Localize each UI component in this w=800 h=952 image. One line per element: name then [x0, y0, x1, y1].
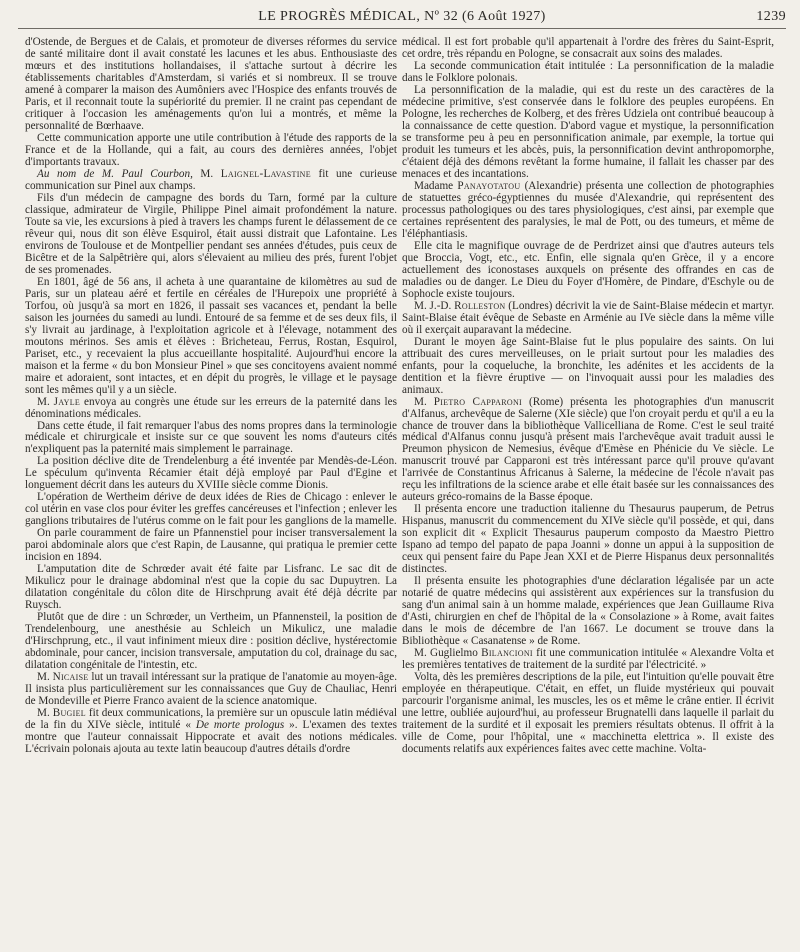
author-name: Pietro Capparoni — [433, 395, 522, 408]
text-run: fit deux communications, la première sur un opuscule latin médiéval de la fin du XIVe siècle, intitulé « — [25, 707, 398, 732]
paragraph: Durant le moyen âge Saint-Blaise fut le plus populaire des saints. On lui attribuait des cures merveilleuses, on le priait surtout pour les maladies des enfants, pour la coqueluche, la bronchite, les adénites et les accidents de la dentition et la fièvre éruptive — on l'invoquait aussi pour les maladies des animaux. — [402, 335, 774, 396]
text-run: M. — [414, 395, 434, 408]
author-name: Panayotatou — [457, 179, 521, 192]
paragraph: Cette communication apporte une utile contribution à l'étude des rapports de la France et de la Hollande, qui a fait, au cours des dernières années, l'objet d'importants travaux. — [25, 131, 397, 168]
author-name: Rolleston — [454, 299, 506, 312]
paragraph: Plutôt que de dire : un Schrœder, un Vertheim, un Pfannensteil, la position de Trendelenbourg, une anesthésie au Schleich un Mikulicz, une maladie d'Hirschprung, etc., il vaut infiniment mieux dire : position déclive, hystérectomie abdominale, pour cancer, incision transversale, amputation du col, drainage du sac, dilatation congénitale de l'intestin, etc. — [25, 611, 397, 672]
paragraph — [402, 647, 774, 671]
author-name: Bugiel — [52, 707, 86, 720]
paragraph — [25, 671, 397, 707]
text-run: (Londres) décrivit la vie de Saint-Blaise médecin et martyr. Saint-Blaise était évêque de Sebaste en Arménie au IVe siècle dans la même ville où il exerçait auparavant la médecine. — [402, 299, 774, 336]
paragraph: On parle couramment de faire un Pfannenstiel pour inciser transversalement la paroi abdominale alors que c'est Rapin, de Lausanne, qui pratiqua le premier cette incision en 1894. — [25, 527, 397, 564]
paragraph: L'opération de Wertheim dérive de deux idées de Ries de Chicago : enlever le col utérin en vase clos pour éviter les greffes cancéreuses et l'infection ; enlever les ganglions tributaires de l'utérus comme on le fait pour les ganglions de la mamelle. — [25, 491, 397, 528]
paragraph: Elle cita le magnifique ouvrage de de Perdrizet ainsi que d'autres auteurs tels que Broccia, Vogt, etc., etc. Enfin, elle signala qu'en Grèce, il y a encore actuellement des iconostases auxquels on présente des offrandes en cas de maladies ou de danger. Le Dieu du Foyer d'Homère, de Pindare, d'Eschyle ou de Sophocle existe toujours. — [402, 239, 774, 300]
paragraph — [402, 300, 774, 336]
paragraph — [402, 180, 774, 240]
paragraph: La seconde communication était intitulée : La personnification de la maladie dans le Folklore polonais. — [402, 59, 774, 84]
running-header — [18, 6, 786, 29]
text-run: ». L'examen des textes montre que l'auteur connaissait Hippocrate et avait des notions médicales. L'écrivain polonais ajouta au texte latin beaucoup d'autres détails d'ordre — [25, 719, 397, 756]
text-run: M. Guglielmo — [414, 647, 482, 660]
author-name: Nicaise — [52, 671, 89, 684]
text-run: (Rome) présenta les photographies d'un manuscrit d'Alfanus, archevêque de Salerne (XIe siècle) que l'on croyait perdu et qu'il a eu la chance de trouver dans la bibliothèque Vallicelliana de Rome. C'est le seul traité médical d'Alfanus connu jusqu'à présent mais l'archevêque avait traduit aussi le Preumon physicon de Nemesius, évêque d'Emèse en Phénicie du Ve siècle. Le manuscrit trouvé par Capparoni est très intéressant parce qu'il prouve qu'avant l'arrivée de Constantinus Africanus à Salerne, la médecine de l'école n'avait pas reçu les infiltrations de la science arabe et elle était basée sur les connaissances des auteurs gréco-romains de la Basse époque. — [402, 395, 774, 504]
paragraph — [25, 168, 397, 192]
paragraph: d'Ostende, de Bergues et de Calais, et promoteur de diverses réformes du service de santé militaire dont il avait constaté les lacunes et les abus. Enthousiaste des mœurs et des institutions hollandaises, il s'attache surtout à décrire les établissements charitables d'Amsterdam, si variés et si nombreux. Il se trouve amené à comparer la maison des Aumôniers avec l'Hospice des enfants trouvés de Paris, et il reconnait toute la supériorité du premier. Il ne craint pas cependant de critiquer à l'occasion les aménagements qu'on lui a montrés, et même la personnalité de Bœrhaave. — [25, 36, 397, 132]
paragraph: Fils d'un médecin de campagne des bords du Tarn, formé par la culture classique, admirateur de Virgile, Philippe Pinel aimait profondément la nature. Toute sa vie, les excursions à pied à travers les champs furent le délassement de ce rêveur qui, nous dit son élève Esquirol, était aussi distrait que Lafontaine. Les environs de Toulouse et de Montpellier pendant ses années d'études, puis ceux de Bicêtre et de la Salpêtrière qui, alors s'élevaient au milieu des prés, furent l'objet de ses promenades. — [25, 191, 397, 276]
paragraph: En 1801, âgé de 56 ans, il acheta à une quarantaine de kilomètres au sud de Paris, sur un plateau aéré et fertile en céréales de l'Hurepoix une propriété à Torfou, où jusqu'à sa mort en 1826, il passait ses vacances et, pendant la belle saison les journées du samedi au lundi. Entouré de sa femme et de ses deux fils, il s'y livrait au jardinage, à l'exploitation agricole et à l'élevage, notamment des moutons mérinos. Ses amis et élèves : Bricheteau, Ferrus, Rostan, Esquirol, Pariset, etc., y recevaient la plus accueillante hospitalité. Aujourd'hui encore la maison et la ferme « du bon Monsieur Pinel » que ses concitoyens avaient nommé maire et adoraient, sont intactes, et en dépit du progrès, le village et le paysage sont les mêmes qu'il y a un siècle. — [25, 275, 397, 396]
journal-title: LE PROGRÈS MÉDICAL, Nº 32 (6 Août 1927) — [258, 9, 546, 24]
text-run: M. — [37, 671, 53, 684]
text-run: envoya au congrès une étude sur les erreurs de la paternité dans les dénominations médicales. — [25, 395, 397, 420]
paragraph: La personnification de la maladie, qui est du reste un des caractères de la médecine primitive, s'est conservée dans le folklore des peuples européens. En Pologne, les recherches de Kolberg, et des frères Udziela ont contribué beaucoup à la connaissance de cette question. D'abord vague et mystique, la personnification se transforme peu à peu en personnification animale, par exemple, la tortue qui produit les tumeurs et les abcès, puis, la personnification devint anthropomorphe, c'étaient déjà des démons revêtant la forme humaine, il fallait les chasser par des menaces et des incantations. — [402, 83, 774, 180]
paragraph: Il présenta encore une traduction italienne du Thesaurus pauperum, de Petrus Hispanus, manuscrit du commencement du XIVe siècle qu'il possède, et qui, dans son explicit dit « Explicit Thesaurus pauperum composto da Maestro Piettro Ispano ad tempo del papato de papa Joanni » donne un appui à la supposition de ceux qui pensent faire du Pape Jean XXI et de Pierre Hispanus deux personnalités distinctes. — [402, 503, 774, 576]
paragraph: L'amputation dite de Schrœder avait été faite par Lisfranc. Le sac dit de Mikulicz pour le drainage abdominal n'est que la copie du sac Dupuytren. La dilatation congénitale du côlon dite de Hirschprung avait été déjà décrite par Ruysch. — [25, 563, 397, 612]
paragraph — [402, 396, 774, 504]
author-name: Bilancioni — [481, 647, 533, 660]
paragraph — [25, 396, 397, 420]
text-run: M. — [37, 707, 53, 720]
text-run: fit une communication intitulée « Alexandre Volta et les premières tentatives de traitement de la surdité par l'électricité. » — [402, 647, 774, 672]
text-run: M. J.-D. — [414, 299, 455, 312]
paragraph: La position déclive dite de Trendelenburg a été inventée par Mendès-de-Léon. Le spéculum qu'inventa Récamier était déjà employé par Paul d'Egine et longuement décrit dans les auteurs du XVIIIe siècle comme Dionis. — [25, 455, 397, 492]
paragraph: médical. Il est fort probable qu'il appartenait à l'ordre des frères du Saint-Esprit, cet ordre, très répandu en Pologne, se consacrait aux soins des malades. — [402, 36, 774, 60]
italic-text: De morte prologus — [195, 719, 285, 732]
author-name: Laignel-Lavastine — [220, 167, 311, 180]
text-run: (Alexandrie) présenta une collection de photographies de statuettes gréco-égyptiennes du musée d'Alexandrie, qui représentent des processus pathologiques ou des tares physiologiques, c'est ainsi, par exemple que certaines représentent des paralysies, le mal de Pott, ou des tumeurs, et même de l'éléphantiasis. — [402, 179, 775, 240]
text-run: M. — [37, 395, 54, 408]
text-run: fit une curieuse communication sur Pinel aux champs. — [25, 167, 397, 192]
text-run: Madame — [414, 179, 458, 192]
page-number: 1239 — [756, 9, 786, 24]
paragraph — [25, 707, 397, 755]
text-run: lut un travail intéressant sur la pratique de l'anatomie au moyen-âge. Il insista plus particulièrement sur les connaissances que Guy de Chauliac, Henri de Mondeville et Pierre Franco avaient de la science anatomique. — [25, 671, 397, 708]
author-name: Jayle — [53, 395, 81, 408]
paragraph: Dans cette étude, il fait remarquer l'abus des noms propres dans la terminologie médicale et chirurgicale et insiste sur ce que souvent les noms d'auteurs cités n'expliquent pas la paternité mais simplement le parrainage. — [25, 419, 397, 456]
paragraph: Il présenta ensuite les photographies d'une déclaration légalisée par un acte notarié de quatre médecins qui assistèrent aux expériences sur la transfusion du sang d'un animal sain à un homme malade, expériences que Jean Guillaume Riva d'Asti, chirurgien en chef de l'hôpital de la « Consolazione » à Rome, avait faites dans le mois de décembre de l'an 1667. Le document se trouve dans la Bibliothèque « Casanatense » de Rome. — [402, 575, 774, 648]
right-column — [402, 36, 774, 755]
left-column — [25, 36, 397, 755]
italic-text: Au nom de M. Paul Courbon, — [37, 167, 193, 180]
paragraph: Volta, dès les premières descriptions de la pile, eut l'intuition qu'elle pouvait être employée en thérapeutique. C'était, en effet, un fluide mystérieux qui pouvait parcourir l'organisme animal, les muscles, les os et même le crâne entier. Il écrivit une lettre, oubliée aujourd'hui, au professeur Brugnatelli dans laquelle il parlait du traitement de la surdité et il exposait les premiers résultats obtenus. Il offrit à la ville de Come, pour l'hôpital, une « macchinetta elettrica ». Il existe des documents relatifs aux expériences faites avec cette machine. Volta- — [402, 671, 774, 756]
text-run: M. — [192, 167, 221, 180]
